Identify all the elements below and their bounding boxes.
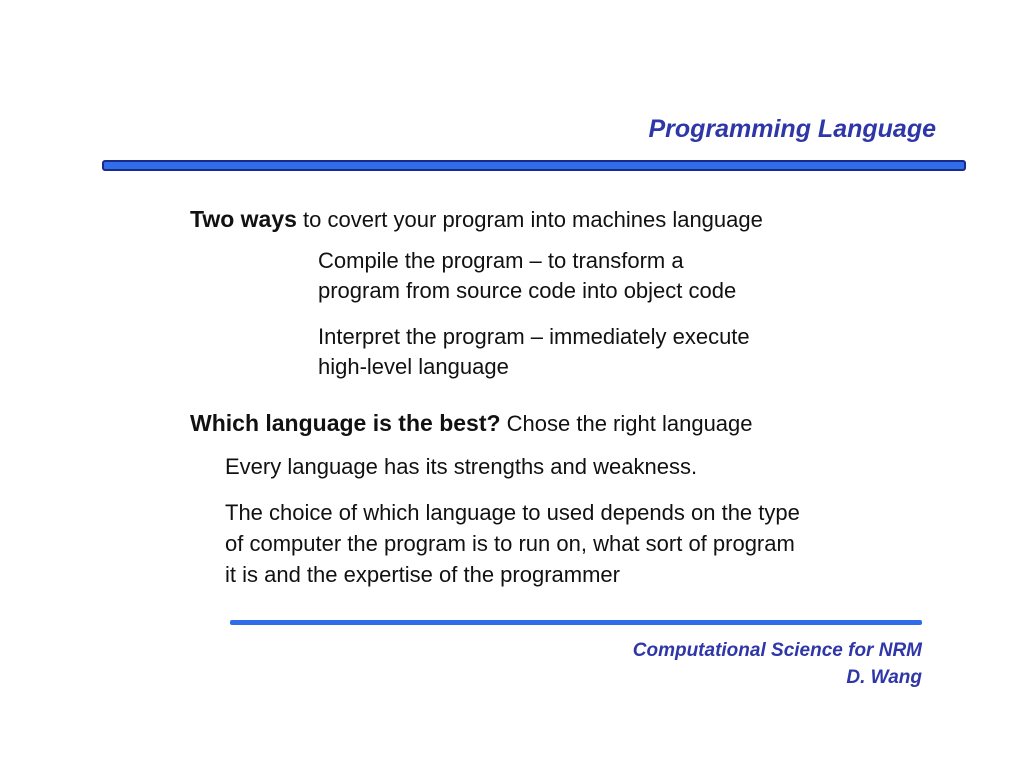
section1-lead-bold: Two ways	[190, 206, 297, 232]
section2-item1-line1: Every language has its strengths and weakness.	[225, 454, 698, 479]
section1-item1-line1: Compile the program – to transform a	[318, 248, 684, 273]
title-divider	[102, 160, 966, 171]
footer-divider	[230, 620, 922, 625]
section1-item2-line1: Interpret the program – immediately execute	[318, 324, 750, 349]
slide-title: Programming Language	[648, 115, 936, 143]
section1-heading	[190, 204, 763, 235]
section1-item1-line2: program from source code into object code	[318, 278, 737, 303]
footer-author: D. Wang	[846, 667, 922, 688]
section2-item2-line1: The choice of which language to used depends on the type	[225, 500, 800, 525]
section2-item2-line3: it is and the expertise of the programmer	[225, 562, 620, 587]
section2-lead-bold: Which language is the best?	[190, 410, 501, 436]
section1-lead-rest: to covert your program into machines language	[296, 207, 763, 232]
section2-item2-line2: of computer the program is to run on, what sort of program	[225, 531, 795, 556]
footer-course: Computational Science for NRM	[632, 640, 922, 661]
section1-item2-line2: high-level language	[318, 354, 509, 379]
section2-lead-rest: Chose the right language	[500, 411, 753, 436]
section2-heading	[190, 408, 753, 439]
